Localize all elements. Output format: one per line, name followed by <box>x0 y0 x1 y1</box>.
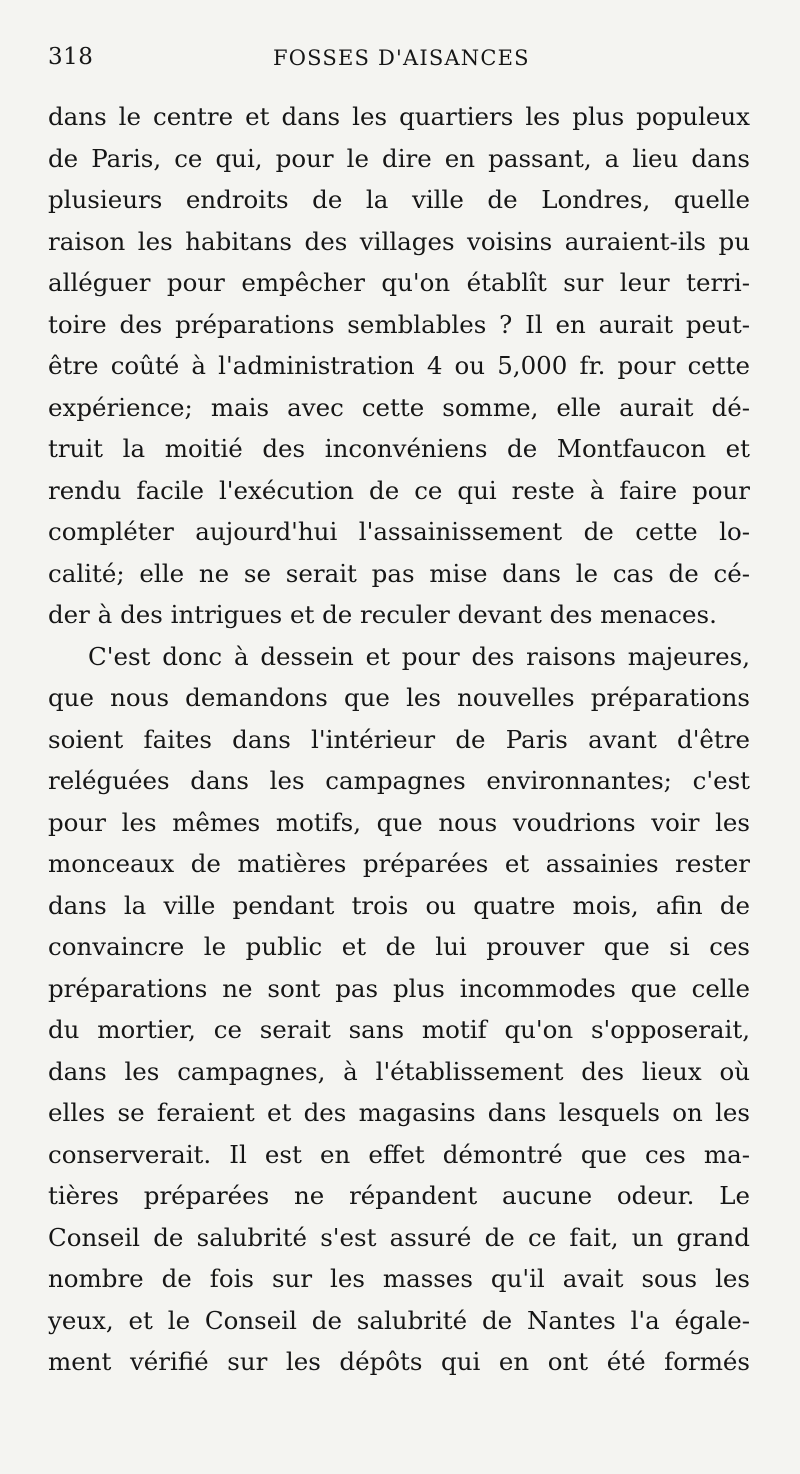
text-line: convaincre le public et de lui prouver que si ces <box>48 932 750 961</box>
text-line: de Paris, ce qui, pour le dire en passant, a lieu dans <box>48 143 750 173</box>
text-line: dans les campagnes, à l'établissement des lieux où <box>48 1056 750 1086</box>
text-line: ment vérifié sur les dépôts qui en ont été formés <box>48 1347 750 1376</box>
running-head <box>48 44 748 78</box>
text-line: C'est donc à dessein et pour des raisons majeures, <box>88 641 750 671</box>
text-line: compléter aujourd'hui l'assainissement de cette lo- <box>48 517 750 546</box>
text-line: pour les mêmes motifs, que nous voudrions voir les <box>48 807 750 837</box>
text-line: du mortier, ce serait sans motif qu'on s'opposerait, <box>48 1015 750 1044</box>
text-line: être coûté à l'administration 4 ou 5,000 fr. pour cette <box>48 351 750 380</box>
text-line: soient faites dans l'intérieur de Paris avant d'être <box>48 724 750 754</box>
body-text <box>48 96 750 1383</box>
text-line: monceaux de matières préparées et assainies rester <box>48 849 750 878</box>
text-line: Conseil de salubrité s'est assuré de ce fait, un grand <box>48 1222 750 1252</box>
text-line: truit la moitié des inconvéniens de Montfaucon et <box>48 434 750 463</box>
text-line: yeux, et le Conseil de salubrité de Nantes l'a égale- <box>48 1305 750 1335</box>
text-line: reléguées dans les campagnes environnantes; c'est <box>48 766 750 795</box>
text-line: toire des préparations semblables ? Il en aurait peut- <box>48 309 750 339</box>
text-line: dans la ville pendant trois ou quatre mois, afin de <box>48 890 750 920</box>
text-line: nombre de fois sur les masses qu'il avait sous les <box>48 1264 750 1293</box>
page-number: 318 <box>48 44 94 70</box>
text-line: tières préparées ne répandent aucune odeur. Le <box>48 1181 750 1210</box>
text-line: der à des intrigues et de reculer devant des menaces. <box>48 600 717 629</box>
text-line: plusieurs endroits de la ville de Londres, quelle <box>48 185 750 214</box>
text-line: raison les habitans des villages voisins auraient-ils pu <box>48 226 750 256</box>
text-line: préparations ne sont pas plus incommodes que celle <box>48 973 750 1003</box>
text-line: que nous demandons que les nouvelles préparations <box>48 683 750 712</box>
text-line: alléguer pour empêcher qu'on établît sur leur terri- <box>48 268 750 297</box>
text-line: elles se feraient et des magasins dans lesquels on les <box>48 1098 750 1127</box>
text-line: expérience; mais avec cette somme, elle aurait dé- <box>48 392 750 422</box>
text-line: rendu facile l'exécution de ce qui reste à faire pour <box>48 475 750 505</box>
text-line: calité; elle ne se serait pas mise dans le cas de cé- <box>48 558 750 588</box>
text-line: conserverait. Il est en effet démontré que ces ma- <box>48 1139 750 1169</box>
text-line: dans le centre et dans les quartiers les plus populeux <box>48 102 750 131</box>
running-title: FOSSES D'AISANCES <box>273 46 530 70</box>
